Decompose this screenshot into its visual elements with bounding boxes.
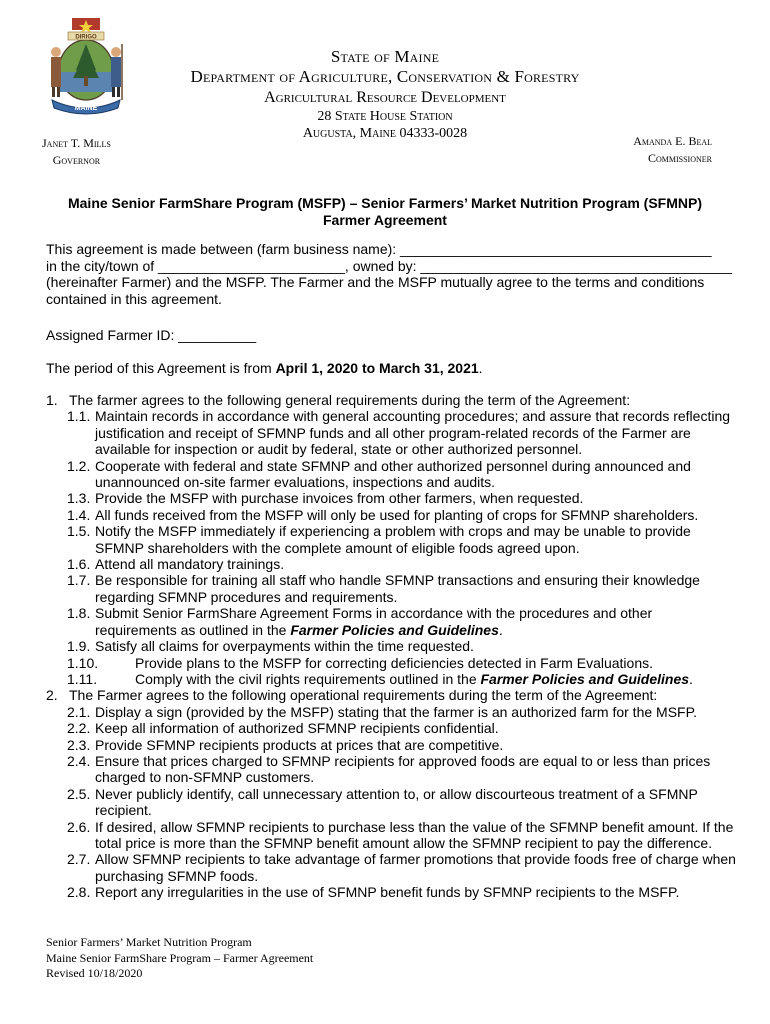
term-section-1 bbox=[46, 392, 736, 408]
list-item bbox=[46, 490, 736, 506]
list-item bbox=[46, 556, 736, 572]
list-item bbox=[46, 671, 736, 687]
title-line-1: Maine Senior FarmShare Program (MSFP) – Senior Farmers’ Market Nutrition Program (SFMNP) bbox=[67, 195, 703, 211]
governor-block bbox=[42, 135, 111, 169]
footer-line-3: Revised 10/18/2020 bbox=[46, 966, 143, 980]
item-number: 2.2. bbox=[67, 720, 91, 737]
list-item bbox=[46, 605, 736, 638]
state-name: State of Maine bbox=[330, 47, 440, 66]
list-item bbox=[46, 819, 736, 852]
item-text: If desired, allow SFMNP recipients to purchase less than the value of the SFMNP benefit amount. If the total price is more than the SFMNP benefit amount allow the SFMNP recipient to pay the difference. bbox=[95, 818, 734, 851]
item-text: Provide the MSFP with purchase invoices from other farmers, when requested. bbox=[95, 490, 584, 507]
farm-business-name-field[interactable]: This agreement is made between (farm business name): ________________________________________ bbox=[46, 241, 712, 257]
city-owner-field[interactable]: in the city/town of ________________________, owned by: ________________________________________ bbox=[46, 257, 732, 274]
list-item bbox=[46, 884, 736, 900]
document-title bbox=[0, 195, 770, 229]
seal-scroll-text: MAINE bbox=[74, 105, 98, 112]
item-text: Maintain records in accordance with general accounting procedures; and assure that records reflecting justification and receipt of SFMNP funds and all other program-related records of the Farmer are available for inspection or audit by federal, state or other authorized personnel. bbox=[95, 408, 731, 458]
item-number: 1.10. bbox=[67, 654, 99, 671]
division-name: Agricultural Resource Development bbox=[264, 89, 506, 106]
commissioner-title: Commissioner bbox=[647, 151, 712, 165]
item-number: 2.3. bbox=[67, 736, 91, 753]
item-text: Satisfy all claims for overpayments within the time requested. bbox=[95, 638, 474, 655]
section-number: 1. bbox=[46, 392, 58, 408]
footer-line-2: Maine Senior FarmShare Program – Farmer Agreement bbox=[46, 950, 314, 965]
item-text: Display a sign (provided by the MSFP) stating that the farmer is an authorized farm for the MSFP. bbox=[95, 703, 698, 720]
item-text: All funds received from the MSFP will only be used for planting of crops for SFMNP shareholders. bbox=[95, 506, 699, 523]
department-name: Department of Agriculture, Conservation & Forestry bbox=[190, 67, 580, 86]
commissioner-name: Amanda E. Beal bbox=[633, 134, 712, 148]
intro-text: (hereinafter Farmer) and the MSFP. The Farmer and the MSFP mutually agree to the terms and conditions contained in this agreement. bbox=[46, 274, 705, 307]
list-item bbox=[46, 638, 736, 654]
period-dates: April 1, 2020 to March 31, 2021 bbox=[275, 360, 479, 376]
commissioner-block bbox=[633, 133, 712, 167]
item-number: 1.9. bbox=[67, 638, 91, 655]
list-item bbox=[46, 655, 736, 671]
list-item bbox=[46, 753, 736, 786]
item-text: Comply with the civil rights requirements outlined in the bbox=[135, 670, 481, 687]
period-prefix: The period of this Agreement is from bbox=[46, 360, 276, 376]
list-item bbox=[46, 786, 736, 819]
item-text: Report any irregularities in the use of SFMNP benefit funds by SFMNP recipients to the MSFP. bbox=[95, 884, 680, 901]
list-item bbox=[46, 408, 736, 457]
policies-reference: Farmer Policies and Guidelines bbox=[480, 670, 690, 687]
farmer-id-field[interactable]: Assigned Farmer ID: __________ bbox=[46, 327, 257, 343]
item-text-end: . bbox=[689, 670, 693, 687]
list-item bbox=[46, 737, 736, 753]
period-suffix: . bbox=[478, 360, 483, 376]
seal-banner-text: DIRIGO bbox=[75, 34, 97, 41]
item-number: 1.5. bbox=[67, 523, 91, 540]
item-number: 1.7. bbox=[67, 572, 91, 589]
item-number: 2.5. bbox=[67, 785, 91, 802]
item-number: 2.4. bbox=[67, 752, 91, 769]
item-text: Allow SFMNP recipients to take advantage of farmer promotions that provide foods free of charge when purchasing SFMNP foods. bbox=[95, 851, 736, 884]
item-text: Never publicly identify, call unnecessary attention to, or allow discourteous treatment of a SFMNP recipient. bbox=[95, 785, 698, 819]
item-number: 2.8. bbox=[67, 884, 91, 901]
item-text: Submit Senior FarmShare Agreement Forms in accordance with the procedures and other requirements as outlined in the bbox=[95, 605, 653, 638]
policies-reference: Farmer Policies and Guidelines bbox=[290, 621, 499, 638]
item-number: 1.6. bbox=[67, 556, 91, 573]
list-item bbox=[46, 458, 736, 491]
list-item bbox=[46, 572, 736, 605]
item-number: 2.7. bbox=[67, 851, 91, 868]
item-text: Be responsible for training all staff who handle SFMNP transactions and ensuring their knowledge regarding SFMNP procedures and requirements. bbox=[95, 572, 700, 605]
item-text: Keep all information of authorized SFMNP recipients confidential. bbox=[95, 720, 499, 737]
item-number: 1.8. bbox=[67, 605, 91, 622]
terms-list bbox=[46, 392, 736, 901]
address-line-2: Augusta, Maine 04333-0028 bbox=[302, 126, 468, 141]
item-text: Provide SFMNP recipients products at prices that are competitive. bbox=[95, 736, 504, 753]
item-number: 1.4. bbox=[67, 506, 91, 523]
item-text: Provide plans to the MSFP for correcting deficiencies detected in Farm Evaluations. bbox=[135, 654, 653, 671]
item-text: Cooperate with federal and state SFMNP and other authorized personnel during announced and unannounced on-site farmer evaluations, inspections and audits. bbox=[95, 457, 691, 491]
item-text-end: . bbox=[498, 621, 503, 638]
item-number: 2.1. bbox=[67, 703, 91, 720]
item-text: Attend all mandatory trainings. bbox=[95, 556, 285, 573]
footer-line-1: Senior Farmers’ Market Nutrition Program bbox=[46, 935, 252, 949]
governor-title: Governor bbox=[52, 153, 101, 167]
section-text: The farmer agrees to the following general requirements during the term of the Agreement: bbox=[69, 392, 631, 408]
item-text: Ensure that prices charged to SFMNP recipients for approved foods are equal to or less than prices charged to non-SFMNP customers. bbox=[95, 752, 711, 786]
footer bbox=[46, 935, 313, 982]
section-text: The Farmer agrees to the following operational requirements during the term of the Agreement: bbox=[69, 687, 658, 704]
item-number: 1.11. bbox=[67, 670, 98, 687]
list-item bbox=[46, 507, 736, 523]
agreement-period bbox=[46, 360, 736, 377]
section-number: 2. bbox=[46, 687, 58, 704]
list-item bbox=[46, 851, 736, 884]
list-item bbox=[46, 720, 736, 736]
item-number: 2.6. bbox=[67, 818, 91, 835]
list-item bbox=[46, 704, 736, 720]
item-number: 1.3. bbox=[67, 490, 91, 507]
list-item bbox=[46, 523, 736, 556]
title-line-2: Farmer Agreement bbox=[323, 212, 447, 228]
term-section-2 bbox=[46, 687, 736, 703]
intro-paragraph bbox=[46, 241, 736, 307]
governor-name: Janet T. Mills bbox=[42, 136, 111, 150]
item-number: 1.1. bbox=[67, 408, 91, 425]
item-text: Notify the MSFP immediately if experiencing a problem with crops and may be unable to provide SFMNP shareholders with the complete amount of eligible foods agreed upon. bbox=[95, 523, 691, 556]
address-line-1: 28 State House Station bbox=[317, 109, 453, 124]
item-number: 1.2. bbox=[67, 457, 91, 474]
